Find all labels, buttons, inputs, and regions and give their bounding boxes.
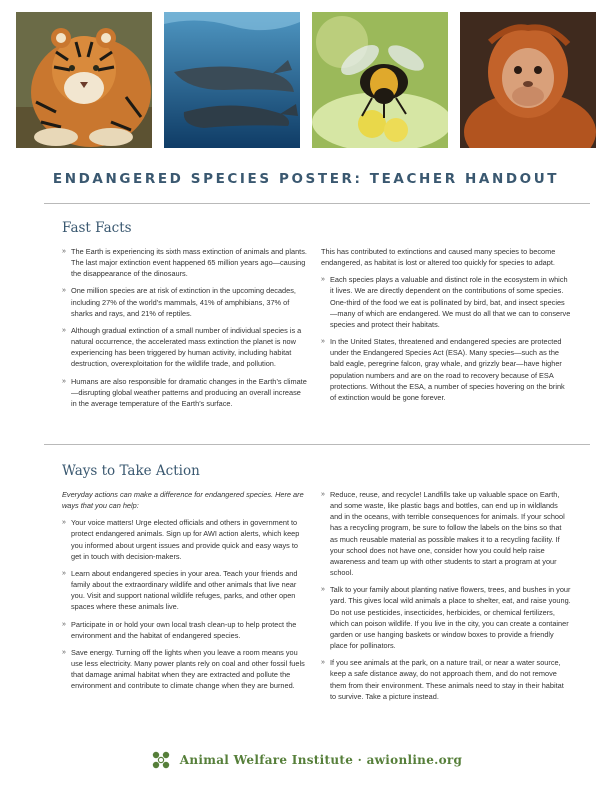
list-item: » Participate in or hold your own local trash clean-up to help protect the environment and the habitat of endangered species. bbox=[62, 619, 307, 641]
list-item: » One million species are at risk of extinction in the upcoming decades, including 27% of the world’s mammals, 41% of amphibians, 37% of sharks and rays, and 21% of reptiles. bbox=[62, 285, 307, 318]
tiger-photo bbox=[16, 12, 152, 148]
orangutan-photo bbox=[460, 12, 596, 148]
divider bbox=[44, 444, 590, 445]
photo-row bbox=[16, 12, 596, 148]
paw-logo-icon bbox=[150, 749, 172, 771]
bee-photo bbox=[312, 12, 448, 148]
list-item: » Although gradual extinction of a small number of individual species is a natural occurrence, the accelerated mass extinction the planet is now experiencing has been triggered by human activity, including habitat destruction, overexploitation for the wildlife trade, and pollution. bbox=[62, 325, 307, 370]
intro-text: Everyday actions can make a difference for endangered species. Here are ways that you can help: bbox=[62, 490, 304, 511]
list-item: » Save energy. Turning off the lights when you leave a room means you use less electricity. Many power plants rely on coal and other fossil fuels that damage animal habitat when they are extracted and pollute the environment and contribute to climate change when they are burned. bbox=[62, 647, 307, 692]
list-item: » The Earth is experiencing its sixth mass extinction of animals and plants. The last major extinction event happened 65 million years ago—causing the disappearance of the dinosaurs. bbox=[62, 246, 307, 279]
ways-heading: Ways to Take Action bbox=[62, 463, 200, 479]
list-item: » If you see animals at the park, on a nature trail, or near a water source, keep a safe distance away, do not approach them, and do not remove them from their environment. These animals need to stay in their habitat to survive. Take a picture instead. bbox=[321, 657, 571, 702]
fast-facts-heading: Fast Facts bbox=[62, 220, 132, 236]
fast-facts-right-column bbox=[321, 246, 571, 409]
paragraph: This has contributed to extinctions and caused many species to become endangered, as habitat is lost or altered too quickly for species to adapt. bbox=[321, 247, 556, 268]
list-item: » Humans are also responsible for dramatic changes in the Earth’s climate—disrupting global weather patterns and producing an overall increase in the average temperature of the Earth’s surface. bbox=[62, 376, 307, 409]
list-item: » Learn about endangered species in your area. Teach your friends and family about the extraordinary wildlife and other animals that live near you. Visit and support national wildlife refuges, parks, and other open spaces where these animals live. bbox=[62, 568, 307, 613]
ways-left-column bbox=[62, 489, 307, 698]
list-item: » Your voice matters! Urge elected officials and others in government to protect endangered animals. Sign up for AWI action alerts, which keep you informed about urgent issues and provide quick and easy ways to get in touch with decision-makers. bbox=[62, 517, 307, 562]
list-item: » Talk to your family about planting native flowers, trees, and bushes in your yard. This gives local wild animals a place to shelter, eat, and raise young. Do not use pesticides, insecticides, herbicides, or chemical fertilizers, which can poison wildlife. If you live in the city, you can create a container garden or use hanging baskets or window boxes to provide a friendly place for pollinators. bbox=[321, 584, 571, 651]
list-item: » Reduce, reuse, and recycle! Landfills take up valuable space on Earth, and some waste, like plastic bags and bottles, can end up in wildlands and in the oceans, with terrible consequences for animals. If your school has a recycling program, be sure to follow the labels on the bins so that as much reusable material as possible makes it to a recycling facility. If your school does not have one, consider how you could help raise awareness and team up with other students to start a program at your school. bbox=[321, 489, 571, 578]
list-item: » Each species plays a valuable and distinct role in the ecosystem in which it lives. We are directly dependent on the contributions of some species. One-third of the food we eat is pollinated by bird, bat, and insect species—many of which are endangered. We must do all that we can to conserve species and protect their habitats. bbox=[321, 274, 571, 330]
divider bbox=[44, 203, 590, 204]
page-title: ENDANGERED SPECIES POSTER: TEACHER HANDOUT bbox=[52, 171, 560, 187]
list-item: » In the United States, threatened and endangered species are protected under the Endangered Species Act (ESA). Many species—such as the bald eagle, peregrine falcon, gray whale, and grizzly bear—have higher population numbers and are on the road to recovery because of ESA protections. Without the ESA, a number of species hovering on the brink of extinction would be gone forever. bbox=[321, 336, 571, 403]
footer bbox=[0, 747, 612, 773]
ways-right-column bbox=[321, 489, 571, 708]
footer-text[interactable]: Animal Welfare Institute · awionline.org bbox=[179, 753, 463, 767]
whales-photo bbox=[164, 12, 300, 148]
fast-facts-left-column bbox=[62, 246, 307, 415]
